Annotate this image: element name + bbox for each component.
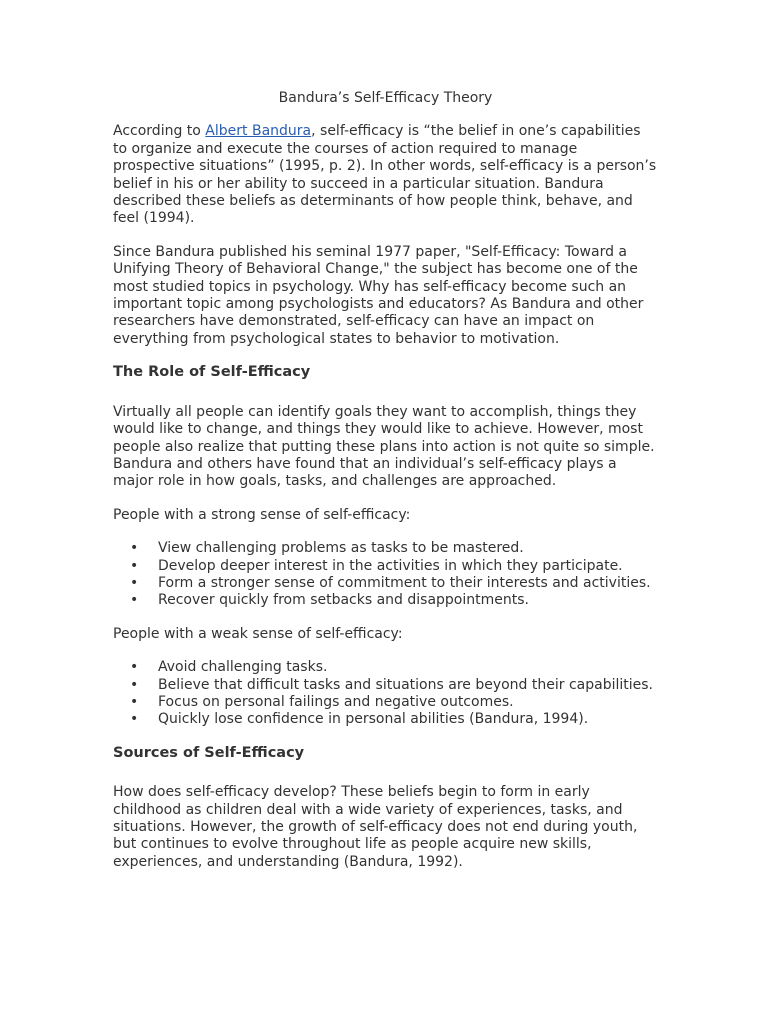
list-item-text: Form a stronger sense of commitment to their interests and activities. xyxy=(158,574,651,591)
list-item-text: Develop deeper interest in the activities in which they participate. xyxy=(158,557,623,574)
sources-paragraph: How does self-efficacy develop? These beliefs begin to form in early childhood as children deal with a wide variety of experiences, tasks, and situations. However, the growth of self-efficacy does not end during youth, but continues to evolve throughout life as people acquire new skills, experiences, and understanding (Bandura, 1992). xyxy=(113,784,638,870)
bullet-icon: • xyxy=(130,557,139,574)
bullet-icon: • xyxy=(130,540,139,557)
list-item xyxy=(130,711,658,728)
sources-of-self-efficacy-heading: Sources of Self-Efficacy xyxy=(113,744,305,761)
strong-sense-intro: People with a strong sense of self-efficacy: xyxy=(113,506,411,523)
intro-paragraph xyxy=(113,123,658,227)
list-item xyxy=(130,540,658,557)
bullet-icon: • xyxy=(130,711,139,728)
list-item-text: Quickly lose confidence in personal abilities (Bandura, 1994). xyxy=(158,711,589,728)
list-item-text: Recover quickly from setbacks and disappointments. xyxy=(158,592,529,609)
weak-sense-list xyxy=(113,659,658,729)
intro-text-start: According to xyxy=(113,123,206,140)
list-item xyxy=(130,558,658,575)
list-item-text: View challenging problems as tasks to be mastered. xyxy=(158,540,524,557)
list-item-text: Avoid challenging tasks. xyxy=(158,659,328,676)
intro-text-end: , self-efficacy is “the belief in one’s capabilities to organize and execute the courses of action required to manage prospective situations” (1995, p. 2). In other words, self-efficacy is a person’s belief in his or her ability to succeed in a particular situation. Bandura described these beliefs as determinants of how people think, behave, and feel (1994). xyxy=(113,123,657,227)
list-item xyxy=(130,575,658,592)
list-item xyxy=(130,677,658,694)
strong-sense-list xyxy=(113,540,658,610)
albert-bandura-link[interactable]: Albert Bandura xyxy=(205,123,312,140)
list-item-text: Focus on personal failings and negative outcomes. xyxy=(158,693,514,710)
weak-sense-intro: People with a weak sense of self-efficacy: xyxy=(113,625,403,642)
history-paragraph: Since Bandura published his seminal 1977 paper, "Self-Efficacy: Toward a Unifying Theory of Behavioral Change," the subject has become one of the most studied topics in psychology. Why has self-efficacy become such an important topic among psychologists and educators? As Bandura and other researchers have demonstrated, self-efficacy can have an impact on everything from psychological states to behavior to motivation. xyxy=(113,243,644,347)
bullet-icon: • xyxy=(130,592,139,609)
list-item xyxy=(130,592,658,609)
role-of-self-efficacy-heading: The Role of Self-Efficacy xyxy=(113,364,311,381)
document-title: Bandura’s Self-Efficacy Theory xyxy=(278,90,493,106)
list-item-text: Believe that difficult tasks and situations are beyond their capabilities. xyxy=(158,676,653,693)
list-item xyxy=(130,694,658,711)
list-item xyxy=(130,659,658,676)
role-paragraph: Virtually all people can identify goals they want to accomplish, things they would like to change, and things they would like to achieve. However, most people also realize that putting these plans into action is not quite so simple. Bandura and others have found that an individual’s self-efficacy plays a major role in how goals, tasks, and challenges are approached. xyxy=(113,403,655,490)
bullet-icon: • xyxy=(130,659,139,676)
document-page xyxy=(113,90,658,887)
bullet-icon: • xyxy=(130,574,139,591)
bullet-icon: • xyxy=(130,676,139,693)
bullet-icon: • xyxy=(130,693,139,710)
